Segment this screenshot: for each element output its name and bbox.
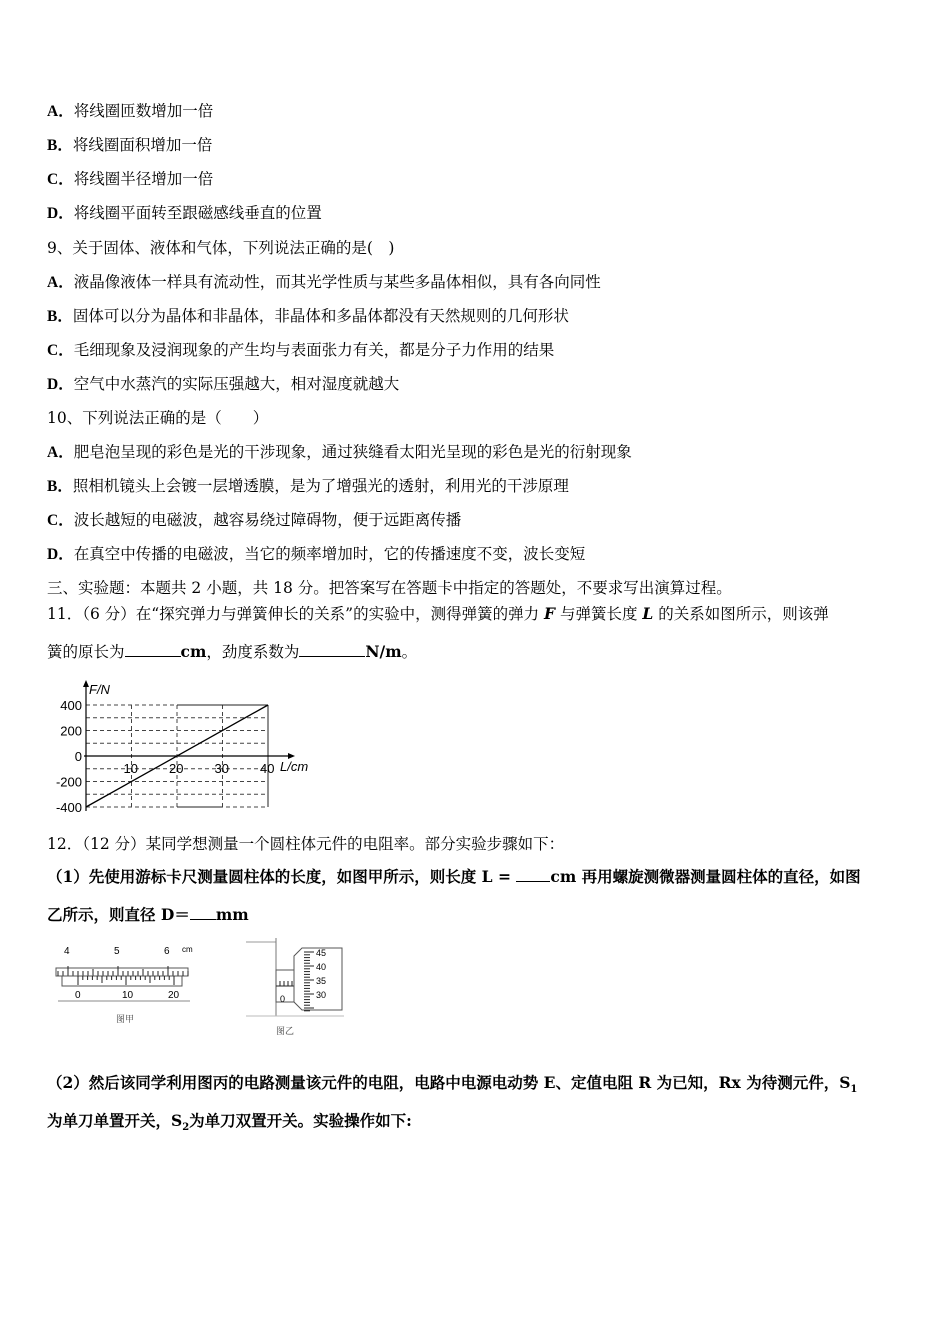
x-tick-label: 10 <box>123 761 138 776</box>
answer-blank-original-length[interactable] <box>125 642 181 657</box>
y-tick-label: 0 <box>74 749 82 764</box>
q9-option-b: B．固体可以分为晶体和非晶体，非晶体和多晶体都没有天然规则的几何形状 <box>47 307 569 325</box>
y-tick-label: 200 <box>60 723 82 739</box>
q10-option-a: A．肥皂泡呈现的彩色是光的干涉现象，通过狭缝看太阳光呈现的彩色是光的衍射现象 <box>47 443 632 461</box>
q12-part1-line-1: （1）先使用游标卡尺测量圆柱体的长度，如图甲所示，则长度 L = cm 再用螺旋测微器测量圆柱体的直径，如图 <box>47 867 861 886</box>
y-tick-label: 400 <box>60 698 82 713</box>
thimble-label-30: 30 <box>316 990 327 1000</box>
caliper-main-label-5: 5 <box>114 946 120 957</box>
caliper-main-label-6: 6 <box>164 946 170 957</box>
caliper-main-label-4: 4 <box>64 946 70 957</box>
q8-option-a: A．将线圈匝数增加一倍 <box>47 102 214 120</box>
q11-line-1: 11．（6 分）在“探究弹力与弹簧伸长的关系”的实验中，测得弹簧的弹力 F 与弹簧长度 L 的关系如图所示，则该弹 <box>47 604 829 623</box>
micrometer-caption: 图乙 <box>276 1026 295 1036</box>
thimble-label-45: 45 <box>316 948 327 958</box>
caliper-caption: 图甲 <box>116 1014 135 1024</box>
caliper-vernier-label-20: 20 <box>168 990 180 1001</box>
q8-option-d: D．将线圈平面转至跟磁感线垂直的位置 <box>47 204 322 222</box>
q10-stem: 10、下列说法正确的是（ ） <box>47 409 269 427</box>
q11-line-2: 簧的原长为 cm，劲度系数为 N/m。 <box>47 642 418 661</box>
caliper-vernier-label-0: 0 <box>75 990 81 1001</box>
q9-option-d: D．空气中水蒸汽的实际压强越大，相对湿度就越大 <box>47 375 400 393</box>
q9-option-c: C．毛细现象及浸润现象的产生均与表面张力有关，都是分子力作用的结果 <box>47 341 555 359</box>
q9-stem: 9、关于固体、液体和气体，下列说法正确的是( ) <box>47 239 395 257</box>
caliper-unit: cm <box>182 945 193 954</box>
q12-part1-line-2: 乙所示，则直径 D＝ mm <box>47 905 249 924</box>
section-3-heading: 三、实验题：本题共 2 小题，共 18 分。把答案写在答题卡中指定的答题处，不要求写出演算过程。 <box>47 579 732 597</box>
q12-stem: 12．（12 分）某同学想测量一个圆柱体元件的电阻率。部分实验步骤如下： <box>47 835 565 853</box>
micrometer-figure <box>240 936 350 1040</box>
q12-part2-line-1: （2）然后该同学利用图丙的电路测量该元件的电阻，电路中电源电动势 E、定值电阻 R 为已知，Rx 为待测元件，$S_1$ <box>47 1073 858 1096</box>
vernier-caliper-figure <box>44 938 196 1030</box>
force-length-chart-svg <box>40 676 330 822</box>
micrometer-sleeve-label: 0 <box>280 994 286 1004</box>
q12-part2-line-2: 为单刀单置开关，$S_2$为单刀双置开关。实验操作如下: <box>47 1111 412 1134</box>
q9-option-a: A．液晶像液体一样具有流动性，而其光学性质与某些多晶体相似，具有各向同性 <box>47 273 601 291</box>
x-tick-label: 30 <box>214 761 229 776</box>
caliper-vernier-label-10: 10 <box>122 990 134 1001</box>
q8-option-b: B．将线圈面积增加一倍 <box>47 136 213 154</box>
q10-option-c: C．波长越短的电磁波，越容易绕过障碍物，便于远距离传播 <box>47 511 462 529</box>
answer-blank-length[interactable] <box>516 867 550 882</box>
x-tick-label: 20 <box>169 761 184 776</box>
force-length-chart <box>40 676 330 822</box>
thimble-label-40: 40 <box>316 962 327 972</box>
x-tick-label: 40 <box>260 761 275 776</box>
q8-option-c: C．将线圈半径增加一倍 <box>47 170 214 188</box>
thimble-label-35: 35 <box>316 976 327 986</box>
q10-option-d: D．在真空中传播的电磁波，当它的频率增加时，它的传播速度不变，波长变短 <box>47 545 586 563</box>
answer-blank-spring-constant[interactable] <box>299 642 365 657</box>
y-tick-label: -200 <box>55 774 82 790</box>
y-tick-label: -400 <box>55 800 82 815</box>
answer-blank-diameter[interactable] <box>190 905 216 920</box>
q10-option-b: B．照相机镜头上会镀一层增透膜，是为了增强光的透射，利用光的干涉原理 <box>47 477 569 495</box>
x-axis-label: L/cm <box>280 759 309 774</box>
y-axis-label: F/N <box>89 682 110 697</box>
